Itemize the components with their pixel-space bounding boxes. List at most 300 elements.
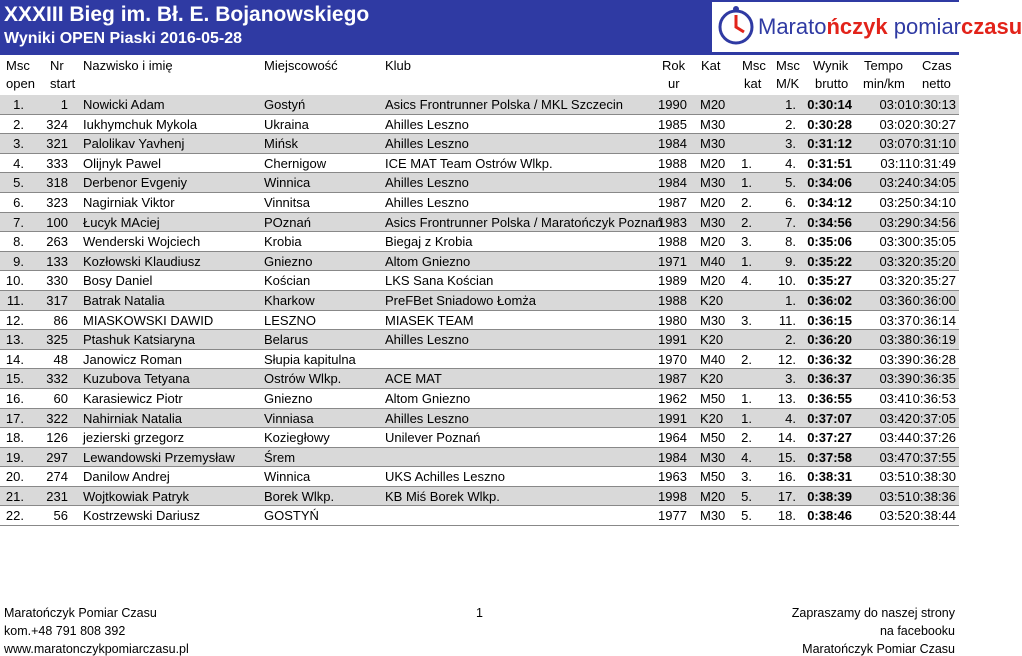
col-brutto-2: brutto bbox=[815, 76, 849, 91]
cell-name: Łucyk MAciej bbox=[83, 214, 160, 230]
cell-year: 1971 bbox=[658, 253, 687, 269]
cell-tempo: 03:11 bbox=[880, 155, 912, 171]
cell-year: 1980 bbox=[658, 312, 687, 328]
cell-cat: M50 bbox=[700, 390, 726, 406]
col-tempo: Tempo bbox=[864, 58, 904, 73]
col-netto-2: netto bbox=[922, 76, 951, 91]
cell-brutto: 0:36:37 bbox=[807, 371, 852, 387]
cell-name: Janowicz Roman bbox=[83, 351, 182, 367]
cell-year: 1963 bbox=[658, 469, 687, 485]
cell-year: 1964 bbox=[658, 430, 687, 446]
col-name: Nazwisko i imię bbox=[83, 58, 173, 73]
cell-cat: M30 bbox=[700, 312, 726, 328]
col-msc-kat: Msc bbox=[742, 58, 766, 73]
cell-brutto: 0:38:39 bbox=[807, 488, 852, 504]
cell-mk: 14. bbox=[777, 430, 796, 446]
cell-kat: 2. bbox=[741, 430, 752, 446]
cell-nr: 86 bbox=[53, 312, 68, 328]
cell-tempo: 03:47 bbox=[879, 449, 912, 465]
cell-cat: M30 bbox=[700, 136, 726, 152]
cell-year: 1988 bbox=[658, 155, 687, 171]
cell-tempo: 03:02 bbox=[879, 116, 912, 132]
cell-name: Wenderski Wojciech bbox=[83, 234, 201, 250]
cell-netto: 0:35:05 bbox=[912, 234, 956, 250]
cell-city: Kościan bbox=[264, 273, 311, 289]
cell-pos: 20. bbox=[5, 469, 24, 485]
cell-city: Krobia bbox=[264, 234, 302, 250]
cell-club: MIASEK TEAM bbox=[385, 312, 474, 328]
cell-pos: 22. bbox=[5, 508, 24, 524]
table-row bbox=[0, 213, 959, 233]
cell-kat: 1. bbox=[741, 155, 752, 171]
cell-nr: 48 bbox=[53, 351, 68, 367]
cell-city: Winnica bbox=[264, 469, 311, 485]
cell-brutto: 0:37:58 bbox=[807, 449, 852, 465]
table-row bbox=[0, 428, 959, 448]
cell-nr: 318 bbox=[46, 175, 68, 191]
cell-pos: 13. bbox=[5, 332, 24, 348]
cell-pos: 15. bbox=[5, 371, 24, 387]
cell-club: Altom Gniezno bbox=[385, 390, 471, 406]
table-row bbox=[0, 291, 959, 311]
cell-netto: 0:36:14 bbox=[912, 312, 956, 328]
cell-kat: 2. bbox=[741, 194, 752, 210]
table-row bbox=[0, 252, 959, 272]
cell-club: Asics Frontrunner Polska / Maratończyk Poznań bbox=[385, 214, 663, 230]
cell-name: Kostrzewski Dariusz bbox=[83, 508, 201, 524]
cell-brutto: 0:37:07 bbox=[807, 410, 852, 426]
cell-nr: 317 bbox=[46, 292, 68, 308]
table-row bbox=[0, 311, 959, 331]
col-city: Miejscowość bbox=[264, 58, 338, 73]
cell-tempo: 03:37 bbox=[879, 312, 912, 328]
cell-tempo: 03:52 bbox=[879, 508, 912, 524]
cell-pos: 1. bbox=[13, 97, 24, 112]
cell-brutto: 0:35:27 bbox=[807, 273, 852, 289]
col-brutto: Wynik bbox=[813, 58, 849, 73]
cell-club: Altom Gniezno bbox=[385, 253, 471, 269]
cell-name: Kozłowski Klaudiusz bbox=[83, 253, 201, 269]
cell-brutto: 0:37:27 bbox=[807, 430, 852, 446]
cell-name: Olijnyk Pawel bbox=[83, 155, 162, 171]
cell-name: Nagirniak Viktor bbox=[83, 194, 175, 210]
cell-pos: 18. bbox=[5, 430, 24, 446]
cell-kat: 4. bbox=[741, 273, 752, 289]
cell-name: Palolikav Yavhenj bbox=[83, 136, 185, 152]
cell-year: 1987 bbox=[658, 194, 687, 210]
cell-year: 1977 bbox=[658, 508, 687, 524]
cell-nr: 133 bbox=[46, 253, 68, 269]
cell-club: Unilever Poznań bbox=[385, 430, 481, 446]
cell-tempo: 03:51 bbox=[879, 469, 912, 485]
footer-phone: kom.+48 791 808 392 bbox=[4, 624, 126, 638]
cell-nr: 56 bbox=[53, 508, 68, 524]
cell-nr: 126 bbox=[46, 430, 68, 446]
cell-kat: 5. bbox=[741, 508, 752, 524]
cell-mk: 3. bbox=[785, 371, 796, 387]
cell-city: Śrem bbox=[264, 449, 296, 465]
cell-pos: 2. bbox=[13, 116, 24, 132]
cell-tempo: 03:01 bbox=[879, 97, 912, 112]
col-year-2: ur bbox=[668, 76, 680, 91]
cell-brutto: 0:30:28 bbox=[807, 116, 852, 132]
cell-club: ACE MAT bbox=[385, 371, 442, 387]
cell-year: 1983 bbox=[658, 214, 687, 230]
col-cat: Kat bbox=[701, 58, 721, 73]
cell-netto: 0:31:10 bbox=[912, 136, 956, 152]
col-msc-mk: Msc bbox=[776, 58, 800, 73]
cell-year: 1990 bbox=[658, 97, 687, 112]
cell-mk: 16. bbox=[777, 469, 796, 485]
col-msc-open-2: open bbox=[6, 76, 35, 91]
cell-city: Gostyń bbox=[264, 97, 306, 112]
cell-city: Ukraina bbox=[264, 116, 309, 132]
cell-netto: 0:36:00 bbox=[912, 292, 956, 308]
table-row bbox=[0, 95, 959, 115]
cell-tempo: 03:42 bbox=[879, 410, 912, 426]
cell-cat: M50 bbox=[700, 469, 726, 485]
cell-brutto: 0:34:56 bbox=[807, 214, 852, 230]
cell-brutto: 0:31:12 bbox=[807, 136, 852, 152]
cell-brutto: 0:36:55 bbox=[807, 390, 852, 406]
cell-cat: M20 bbox=[700, 97, 726, 112]
cell-pos: 7. bbox=[13, 214, 24, 230]
cell-year: 1985 bbox=[658, 116, 687, 132]
cell-kat: 1. bbox=[741, 175, 752, 191]
cell-brutto: 0:34:12 bbox=[807, 194, 852, 210]
cell-nr: 325 bbox=[46, 332, 68, 348]
cell-city: Borek Wlkp. bbox=[264, 488, 335, 504]
cell-netto: 0:38:36 bbox=[912, 488, 956, 504]
cell-cat: M20 bbox=[700, 273, 726, 289]
cell-mk: 10. bbox=[777, 273, 796, 289]
cell-tempo: 03:07 bbox=[879, 136, 912, 152]
cell-tempo: 03:25 bbox=[879, 194, 912, 210]
cell-mk: 1. bbox=[785, 97, 796, 112]
cell-kat: 5. bbox=[741, 488, 752, 504]
column-headers bbox=[0, 58, 959, 96]
cell-nr: 1 bbox=[60, 97, 68, 112]
footer-company-2: Maratończyk Pomiar Czasu bbox=[802, 642, 955, 656]
cell-pos: 12. bbox=[5, 312, 24, 328]
cell-city: Słupia kapitulna bbox=[264, 351, 356, 367]
logo bbox=[712, 2, 1022, 52]
cell-tempo: 03:32 bbox=[879, 273, 912, 289]
footer-company: Maratończyk Pomiar Czasu bbox=[4, 606, 157, 620]
cell-mk: 1. bbox=[785, 292, 796, 308]
cell-netto: 0:37:05 bbox=[912, 410, 956, 426]
cell-mk: 12. bbox=[777, 351, 796, 367]
cell-netto: 0:37:55 bbox=[912, 449, 956, 465]
cell-cat: M50 bbox=[700, 430, 726, 446]
cell-pos: 21. bbox=[5, 488, 24, 504]
cell-mk: 17. bbox=[777, 488, 796, 504]
cell-netto: 0:30:27 bbox=[912, 116, 956, 132]
cell-tempo: 03:44 bbox=[879, 430, 912, 446]
col-msc-mk-2: M/K bbox=[776, 76, 800, 91]
logo-text: Maratończyk pomiarczasu bbox=[758, 14, 1022, 39]
cell-netto: 0:34:10 bbox=[912, 194, 956, 210]
cell-netto: 0:30:13 bbox=[912, 97, 956, 112]
col-msc-kat-2: kat bbox=[744, 76, 762, 91]
cell-pos: 14. bbox=[5, 351, 24, 367]
cell-brutto: 0:36:15 bbox=[807, 312, 852, 328]
cell-year: 1998 bbox=[658, 488, 687, 504]
cell-cat: M20 bbox=[700, 234, 726, 250]
col-netto: Czas bbox=[922, 58, 952, 73]
cell-tempo: 03:51 bbox=[879, 488, 912, 504]
cell-name: Kuzubova Tetyana bbox=[83, 371, 190, 387]
cell-brutto: 0:30:14 bbox=[807, 97, 852, 112]
cell-netto: 0:35:20 bbox=[912, 253, 956, 269]
table-row bbox=[0, 232, 959, 252]
cell-club: Ahilles Leszno bbox=[385, 410, 469, 426]
cell-city: GOSTYŃ bbox=[264, 508, 319, 524]
cell-name: Bosy Daniel bbox=[83, 273, 153, 289]
cell-pos: 9. bbox=[13, 253, 24, 269]
cell-club: Ahilles Leszno bbox=[385, 116, 469, 132]
cell-netto: 0:35:27 bbox=[912, 273, 956, 289]
table-row bbox=[0, 193, 959, 213]
cell-city: LESZNO bbox=[264, 312, 317, 328]
table-row bbox=[0, 134, 959, 154]
cell-nr: 263 bbox=[46, 234, 68, 250]
cell-brutto: 0:35:06 bbox=[807, 234, 852, 250]
cell-year: 1984 bbox=[658, 449, 687, 465]
cell-mk: 2. bbox=[785, 332, 796, 348]
cell-name: Derbenor Evgeniy bbox=[83, 175, 188, 191]
cell-year: 1984 bbox=[658, 175, 687, 191]
cell-nr: 274 bbox=[46, 469, 68, 485]
cell-club: Asics Frontrunner Polska / MKL Szczecin bbox=[385, 97, 623, 112]
cell-brutto: 0:38:31 bbox=[807, 469, 852, 485]
cell-pos: 4. bbox=[13, 155, 24, 171]
table-row bbox=[0, 389, 959, 409]
cell-brutto: 0:36:32 bbox=[807, 351, 852, 367]
cell-brutto: 0:38:46 bbox=[807, 508, 852, 524]
cell-pos: 10. bbox=[5, 273, 24, 289]
cell-club: Ahilles Leszno bbox=[385, 194, 469, 210]
cell-mk: 7. bbox=[785, 214, 796, 230]
cell-brutto: 0:36:20 bbox=[807, 332, 852, 348]
cell-cat: K20 bbox=[700, 410, 724, 426]
cell-pos: 3. bbox=[13, 136, 24, 152]
cell-brutto: 0:31:51 bbox=[807, 155, 852, 171]
cell-name: Karasiewicz Piotr bbox=[83, 390, 183, 406]
cell-tempo: 03:41 bbox=[879, 390, 912, 406]
cell-cat: M20 bbox=[700, 488, 726, 504]
cell-city: Kharkow bbox=[264, 292, 315, 308]
cell-city: Belarus bbox=[264, 332, 309, 348]
table-row bbox=[0, 467, 959, 487]
cell-tempo: 03:36 bbox=[879, 292, 912, 308]
cell-mk: 13. bbox=[777, 390, 796, 406]
cell-kat: 3. bbox=[741, 234, 752, 250]
cell-brutto: 0:36:02 bbox=[807, 292, 852, 308]
cell-mk: 4. bbox=[785, 155, 796, 171]
table-row bbox=[0, 330, 959, 350]
cell-mk: 8. bbox=[785, 234, 796, 250]
cell-name: Nahirniak Natalia bbox=[83, 410, 182, 426]
table-row bbox=[0, 506, 959, 526]
cell-cat: K20 bbox=[700, 332, 724, 348]
cell-kat: 3. bbox=[741, 312, 752, 328]
cell-cat: M20 bbox=[700, 194, 726, 210]
cell-mk: 4. bbox=[785, 410, 796, 426]
cell-nr: 332 bbox=[46, 371, 68, 387]
cell-nr: 321 bbox=[46, 136, 68, 152]
cell-tempo: 03:30 bbox=[879, 234, 912, 250]
cell-tempo: 03:24 bbox=[879, 175, 912, 191]
cell-city: Koziegłowy bbox=[264, 430, 330, 446]
cell-tempo: 03:29 bbox=[879, 214, 912, 230]
cell-cat: M40 bbox=[700, 253, 726, 269]
cell-mk: 3. bbox=[785, 136, 796, 152]
cell-city: Gniezno bbox=[264, 253, 313, 269]
cell-kat: 1. bbox=[741, 253, 752, 269]
cell-netto: 0:38:30 bbox=[912, 469, 956, 485]
cell-mk: 6. bbox=[785, 194, 796, 210]
cell-cat: K20 bbox=[700, 292, 724, 308]
cell-club: ICE MAT Team Ostrów Wlkp. bbox=[385, 155, 553, 171]
cell-name: Ptashuk Katsiaryna bbox=[83, 332, 196, 348]
cell-netto: 0:34:05 bbox=[912, 175, 956, 191]
cell-year: 1991 bbox=[658, 332, 687, 348]
cell-city: Mińsk bbox=[264, 136, 298, 152]
cell-netto: 0:34:56 bbox=[912, 214, 956, 230]
cell-tempo: 03:39 bbox=[879, 371, 912, 387]
cell-year: 1962 bbox=[658, 390, 687, 406]
cell-mk: 15. bbox=[777, 449, 796, 465]
cell-mk: 5. bbox=[785, 175, 796, 191]
cell-pos: 16. bbox=[5, 390, 24, 406]
table-row bbox=[0, 448, 959, 468]
cell-club: Ahilles Leszno bbox=[385, 136, 469, 152]
results-table bbox=[0, 95, 959, 526]
cell-city: Vinnitsa bbox=[264, 194, 311, 210]
cell-pos: 17. bbox=[5, 410, 24, 426]
cell-nr: 60 bbox=[53, 390, 68, 406]
cell-year: 1984 bbox=[658, 136, 687, 152]
cell-pos: 5. bbox=[13, 175, 24, 191]
table-row bbox=[0, 487, 959, 507]
footer-website[interactable]: www.maratonczykpomiarczasu.pl bbox=[4, 642, 189, 656]
col-club: Klub bbox=[385, 58, 412, 73]
cell-name: Iukhymchuk Mykola bbox=[83, 116, 198, 132]
cell-cat: M30 bbox=[700, 449, 726, 465]
cell-brutto: 0:35:22 bbox=[807, 253, 852, 269]
cell-nr: 322 bbox=[46, 410, 68, 426]
cell-tempo: 03:39 bbox=[879, 351, 912, 367]
table-row bbox=[0, 271, 959, 291]
cell-netto: 0:38:44 bbox=[912, 508, 956, 524]
cell-city: Gniezno bbox=[264, 390, 313, 406]
table-row bbox=[0, 115, 959, 135]
cell-netto: 0:36:53 bbox=[912, 390, 956, 406]
cell-brutto: 0:34:06 bbox=[807, 175, 852, 191]
cell-netto: 0:36:28 bbox=[912, 351, 956, 367]
cell-city: Vinniasa bbox=[264, 410, 314, 426]
cell-cat: M30 bbox=[700, 214, 726, 230]
cell-club: Biegaj z Krobia bbox=[385, 234, 473, 250]
cell-kat: 1. bbox=[741, 410, 752, 426]
cell-pos: 6. bbox=[13, 194, 24, 210]
cell-mk: 2. bbox=[785, 116, 796, 132]
cell-name: Batrak Natalia bbox=[83, 292, 165, 308]
cell-pos: 8. bbox=[13, 234, 24, 250]
cell-tempo: 03:32 bbox=[879, 253, 912, 269]
cell-nr: 330 bbox=[46, 273, 68, 289]
cell-nr: 333 bbox=[46, 155, 68, 171]
cell-club: KB Miś Borek Wlkp. bbox=[385, 488, 500, 504]
footer-invite: Zapraszamy do naszej strony bbox=[791, 606, 955, 620]
cell-city: POznań bbox=[264, 214, 311, 230]
table-row bbox=[0, 173, 959, 193]
cell-kat: 2. bbox=[741, 351, 752, 367]
cell-mk: 9. bbox=[785, 253, 796, 269]
cell-kat: 4. bbox=[741, 449, 752, 465]
footer-facebook: na facebooku bbox=[879, 624, 955, 638]
table-row bbox=[0, 369, 959, 389]
cell-pos: 19. bbox=[5, 449, 24, 465]
cell-club: UKS Achilles Leszno bbox=[385, 469, 505, 485]
cell-year: 1988 bbox=[658, 292, 687, 308]
cell-netto: 0:31:49 bbox=[912, 155, 956, 171]
table-row bbox=[0, 154, 959, 174]
cell-name: MIASKOWSKI DAWID bbox=[83, 312, 214, 328]
cell-club: LKS Sana Kościan bbox=[385, 273, 494, 289]
cell-kat: 1. bbox=[741, 390, 752, 406]
cell-kat: 3. bbox=[741, 469, 752, 485]
table-row bbox=[0, 409, 959, 429]
cell-netto: 0:37:26 bbox=[912, 430, 956, 446]
cell-name: Lewandowski Przemysław bbox=[83, 449, 235, 465]
cell-year: 1991 bbox=[658, 410, 687, 426]
cell-tempo: 03:38 bbox=[879, 332, 912, 348]
cell-name: Nowicki Adam bbox=[83, 97, 165, 112]
cell-year: 1970 bbox=[658, 351, 687, 367]
cell-club: PreFBet Sniadowo Łomża bbox=[385, 292, 537, 308]
cell-name: Danilow Andrej bbox=[83, 469, 170, 485]
page-number: 1 bbox=[476, 606, 483, 620]
cell-cat: M30 bbox=[700, 175, 726, 191]
cell-club: Ahilles Leszno bbox=[385, 332, 469, 348]
col-tempo-2: min/km bbox=[863, 76, 905, 91]
col-year: Rok bbox=[662, 58, 686, 73]
cell-club: Ahilles Leszno bbox=[385, 175, 469, 191]
cell-city: Chernigow bbox=[264, 155, 327, 171]
page-title: XXXIII Bieg im. Bł. E. Bojanowskiego bbox=[4, 3, 370, 26]
runner-icon bbox=[716, 5, 756, 49]
cell-nr: 231 bbox=[46, 488, 68, 504]
cell-year: 1987 bbox=[658, 371, 687, 387]
cell-cat: M30 bbox=[700, 508, 726, 524]
cell-cat: M30 bbox=[700, 116, 726, 132]
cell-year: 1989 bbox=[658, 273, 687, 289]
cell-mk: 11. bbox=[778, 312, 796, 328]
cell-nr: 324 bbox=[46, 116, 68, 132]
cell-kat: 2. bbox=[741, 214, 752, 230]
col-msc-open: Msc bbox=[6, 58, 30, 73]
cell-netto: 0:36:19 bbox=[912, 332, 956, 348]
cell-name: jezierski grzegorz bbox=[83, 430, 185, 446]
cell-year: 1988 bbox=[658, 234, 687, 250]
col-nr-2: start bbox=[50, 76, 76, 91]
cell-nr: 297 bbox=[46, 449, 68, 465]
cell-nr: 100 bbox=[46, 214, 68, 230]
cell-cat: M20 bbox=[700, 155, 726, 171]
cell-netto: 0:36:35 bbox=[912, 371, 956, 387]
